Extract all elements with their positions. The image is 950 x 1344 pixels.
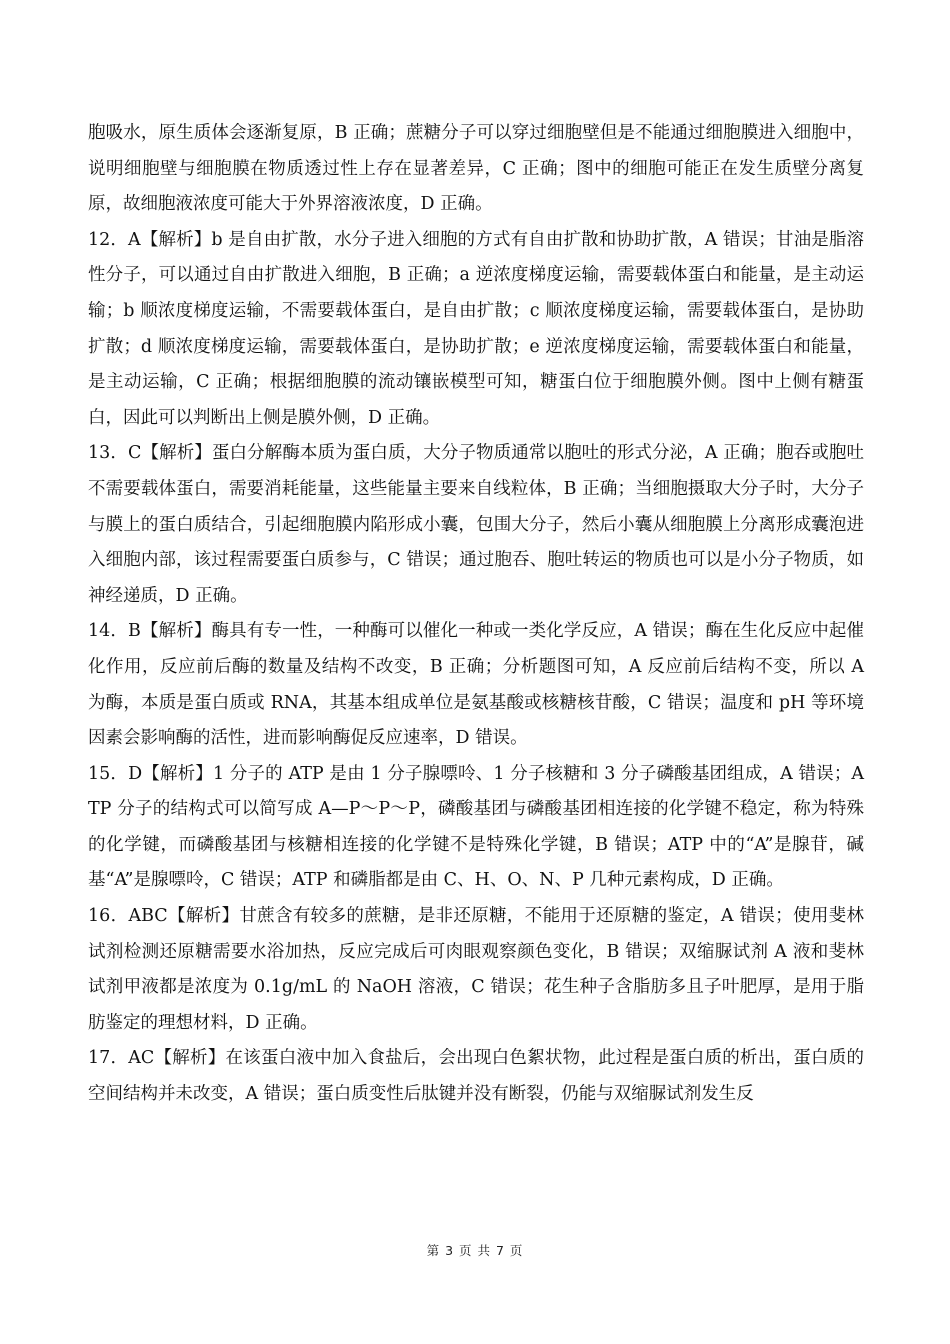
paragraph-question-15: 15．D【解析】1 分子的 ATP 是由 1 分子腺嘌呤、1 分子核糖和 3 分子磷酸基团组成，A 错误；ATP 分子的结构式可以简写成 A—P～P～P，磷酸基团与磷酸基团相连接的化学键不稳定，称为特殊的化学键，而磷酸基团与核糖相连接的化学键不是特殊化学键，B 错误；ATP 中的“A”是腺苷，碱基“A”是腺嘌呤，C 错误；ATP 和磷脂都是由 C、H、O、N、P 几种元素构成，D 正确。: [88, 763, 864, 891]
paragraph-question-16: 16．ABC【解析】甘蔗含有较多的蔗糖，是非还原糖，不能用于还原糖的鉴定，A 错误；使用斐林试剂检测还原糖需要水浴加热，反应完成后可肉眼观察颜色变化，B 错误；双缩脲试剂 A 液和斐林试剂甲液都是浓度为 0.1g/mL 的 NaOH 溶液，C 错误；花生种子含脂肪多且子叶肥厚，是用于脂肪鉴定的理想材料，D 正确。: [88, 906, 864, 1033]
paragraph-question-12: 12．A【解析】b 是自由扩散，水分子进入细胞的方式有自由扩散和协助扩散，A 错误；甘油是脂溶性分子，可以通过自由扩散进入细胞，B 正确；a 逆浓度梯度运输，需要载体蛋白和能量，是主动运输；b 顺浓度梯度运输，不需要载体蛋白，是自由扩散；c 顺浓度梯度运输，需要载体蛋白，是协助扩散；d 顺浓度梯度运输，需要载体蛋白，是协助扩散；e 逆浓度梯度运输，需要载体蛋白和能量，是主动运输，C 正确；根据细胞膜的流动镶嵌模型可知，糖蛋白位于细胞膜外侧。图中上侧有糖蛋白，因此可以判断出上侧是膜外侧，D 正确。: [88, 229, 864, 428]
paragraph-question-13: 13．C【解析】蛋白分解酶本质为蛋白质，大分子物质通常以胞吐的形式分泌，A 正确；胞吞或胞吐不需要载体蛋白，需要消耗能量，这些能量主要来自线粒体，B 正确；当细胞摄取大分子时，大分子与膜上的蛋白质结合，引起细胞膜内陷形成小囊，包围大分子，然后小囊从细胞膜上分离形成囊泡进入细胞内部，该过程需要蛋白质参与，C 错误；通过胞吞、胞吐转运的物质也可以是小分子物质，如神经递质，D 正确。: [88, 443, 864, 606]
paragraph-question-17: 17．AC【解析】在该蛋白液中加入食盐后，会出现白色絮状物，此过程是蛋白质的析出，蛋白质的空间结构并未改变，A 错误；蛋白质变性后肽键并没有断裂，仍能与双缩脲试剂发生反: [88, 1048, 864, 1105]
answer-explanations: [88, 116, 864, 1113]
paragraph-11-continuation: 胞吸水，原生质体会逐渐复原，B 正确；蔗糖分子可以穿过细胞壁但是不能通过细胞膜进入细胞中，说明细胞壁与细胞膜在物质透过性上存在显著差异，C 正确；图中的细胞可能正在发生质壁分离复原，故细胞液浓度可能大于外界溶液浓度，D 正确。: [88, 123, 864, 215]
page-number-footer: 第 3 页 共 7 页: [426, 1243, 524, 1258]
paragraph-question-14: 14．B【解析】酶具有专一性，一种酶可以催化一种或一类化学反应，A 错误；酶在生化反应中起催化作用，反应前后酶的数量及结构不改变，B 正确；分析题图可知，A 反应前后结构不变，所以 A 为酶，本质是蛋白质或 RNA，其基本组成单位是氨基酸或核糖核苷酸，C 错误；温度和 pH 等环境因素会影响酶的活性，进而影响酶促反应速率，D 错误。: [88, 621, 864, 749]
